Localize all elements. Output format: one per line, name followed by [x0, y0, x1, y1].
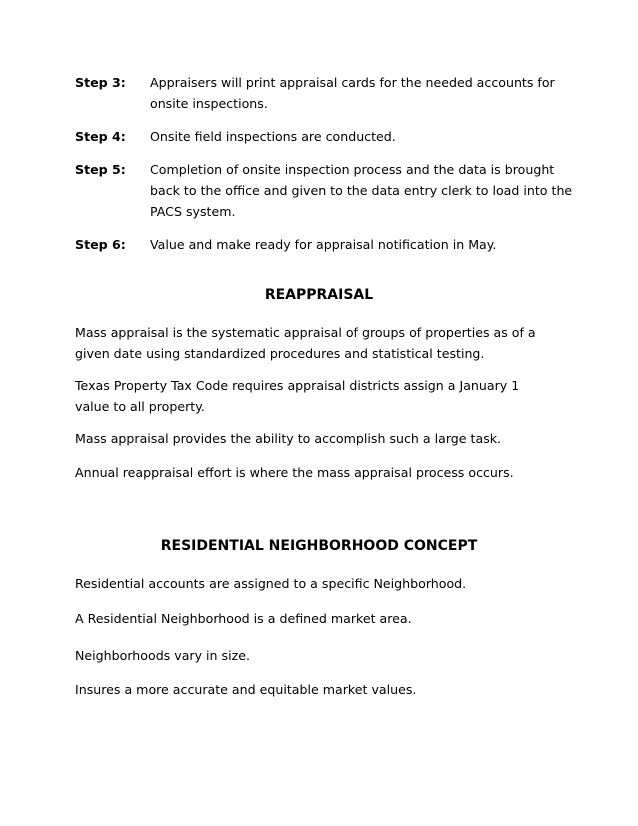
step-label: Step 5:: [75, 162, 126, 177]
neighborhood-paragraph: Neighborhoods vary in size.: [75, 648, 250, 663]
step-label: Step 4:: [75, 129, 126, 144]
step-text: Value and make ready for appraisal notification in May.: [150, 237, 497, 252]
step-item: [75, 126, 575, 147]
step-text: Completion of onsite inspection process and the data is brought back to the office and given to the data entry clerk to load into the PACS system.: [150, 162, 573, 219]
neighborhood-heading: RESIDENTIAL NEIGHBORHOOD CONCEPT: [160, 538, 478, 554]
reappraisal-heading: REAPPRAISAL: [264, 287, 374, 303]
reappraisal-paragraph: Texas Property Tax Code requires appraisal districts assign a January 1 value to all property.: [75, 378, 520, 414]
step-item: [75, 159, 575, 222]
step-item: [75, 72, 575, 114]
step-text: Appraisers will print appraisal cards for the needed accounts for onsite inspections.: [150, 75, 555, 111]
step-label: Step 6:: [75, 237, 126, 252]
step-label: Step 3:: [75, 75, 126, 90]
step-item: [75, 234, 575, 255]
neighborhood-paragraph: A Residential Neighborhood is a defined market area.: [75, 611, 412, 626]
reappraisal-paragraph: Annual reappraisal effort is where the mass appraisal process occurs.: [75, 465, 514, 480]
steps-list: [75, 72, 575, 267]
reappraisal-paragraph: Mass appraisal is the systematic appraisal of groups of properties as of a given date using standardized procedures and statistical testing.: [75, 325, 536, 361]
neighborhood-paragraph: Residential accounts are assigned to a specific Neighborhood.: [75, 576, 467, 591]
step-text: Onsite field inspections are conducted.: [150, 129, 396, 144]
neighborhood-paragraph: Insures a more accurate and equitable market values.: [75, 682, 417, 697]
reappraisal-paragraph: Mass appraisal provides the ability to accomplish such a large task.: [75, 431, 502, 446]
